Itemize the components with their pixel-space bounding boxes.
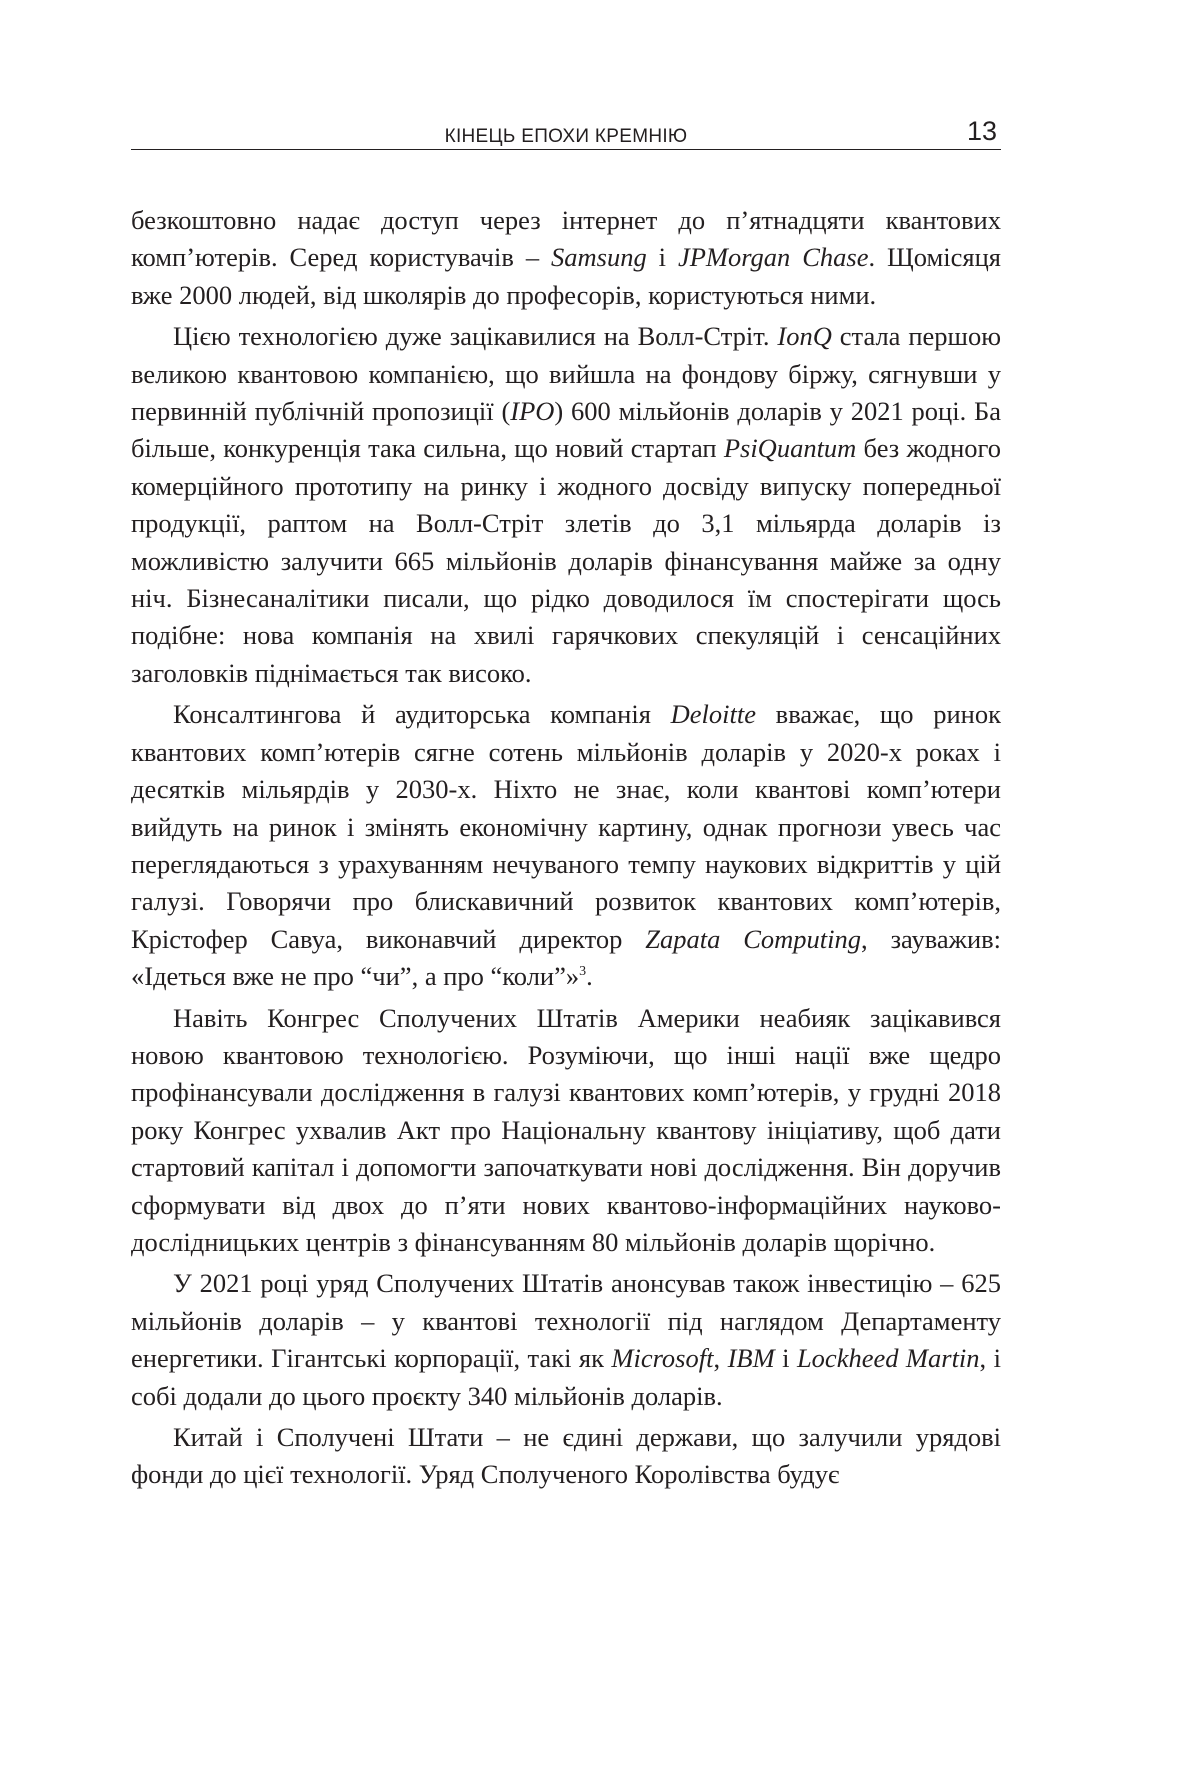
paragraph bbox=[131, 1419, 1001, 1494]
body-text bbox=[131, 202, 1001, 1494]
italic-term: Samsung bbox=[551, 242, 647, 273]
text-run: . Щомісяця вже 2000 людей, від школярів до професорів, користуються ними. bbox=[131, 242, 1001, 310]
text-run: безкоштовно надає доступ через інтернет до п’ятнадцяти квантових комп’ютерів. Серед користувачів – bbox=[131, 205, 1001, 273]
page-number: 13 bbox=[966, 116, 997, 146]
text-run: Навіть Конгрес Сполучених Штатів Америки неабияк зацікавився новою квантовою технологією. Розуміючи, що інші нації вже щедро профінансували дослідження в галузі квантових комп’ютерів, у грудні 2018 року Конгрес ухвалив Акт про Національну квантову ініціативу, щоб дати стартовий капітал і допомогти започаткувати нові дослідження. Він доручив сформувати від двох до п’яти нових квантово-інформаційних науково-дослідницьких центрів з фінансуванням 80 мільйонів доларів щорічно. bbox=[131, 1002, 1001, 1257]
text-run: , bbox=[713, 1343, 728, 1374]
paragraph bbox=[131, 696, 1001, 995]
text-run: стала першою великою квантовою компанією, що вийшла на фондову біржу, сягнувши у первинній публічній пропозиції ( bbox=[131, 321, 1002, 427]
italic-term: PsiQuantum bbox=[723, 433, 857, 464]
text-run: вважає, що ринок квантових комп’ютерів сягне сотень мільйонів доларів у 2020-х роках і десятків мільярдів у 2030-х. Ніхто не знає, коли квантові комп’ютери вийдуть на ринок і змінять економічну картину, однак прогнози увесь час переглядаються з урахуванням нечуваного темпу наукових відкриттів у цій галузі. Говорячи про блискавичний розвиток квантових комп’ютерів, Крістофер Савуа, виконавчий директор bbox=[131, 699, 1001, 954]
paragraph bbox=[131, 202, 1001, 314]
running-head bbox=[131, 112, 1001, 152]
italic-term: IonQ bbox=[777, 321, 832, 352]
italic-term: IPO bbox=[510, 396, 555, 427]
text-run: Китай і Сполучені Штати – не єдині держави, що залучили урядові фонди до цієї технології. Уряд Сполученого Королівства будує bbox=[131, 1422, 1001, 1490]
text-run: і bbox=[646, 242, 678, 273]
paragraph bbox=[131, 1000, 1001, 1262]
italic-term: Deloitte bbox=[670, 699, 756, 730]
text-run: , і собі додали до цього проєкту 340 мільйонів доларів. bbox=[131, 1343, 1001, 1411]
paragraph bbox=[131, 1265, 1001, 1415]
text-run: Цією технологією дуже зацікавилися на Волл-Стріт. bbox=[173, 321, 778, 352]
text-run: Консалтингова й аудиторська компанія bbox=[173, 699, 671, 730]
running-title: КІНЕЦЬ ЕПОХИ КРЕМНІЮ bbox=[444, 126, 688, 147]
text-run: . bbox=[586, 961, 593, 992]
text-run: ) 600 мільйонів доларів у 2021 році. Ба більше, конкуренція така сильна, що новий стартап bbox=[131, 396, 1001, 464]
text-run: без жодного комерційного прототипу на ринку і жодного досвіду випуску попередньої продукції, раптом на Волл-Стріт злетів до 3,1 мільярда доларів із можливістю залучити 665 мільйонів доларів фінансування майже за одну ніч. Бізнесаналітики писали, що рідко доводилося їм спостерігати щось подібне: нова компанія на хвилі гарячкових спекуляцій і сенсаційних заголовків піднімається так високо. bbox=[131, 433, 1001, 688]
italic-term: Lockheed Martin bbox=[796, 1343, 980, 1374]
text-run: У 2021 році уряд Сполучених Штатів анонсував також інвестицію – 625 мільйонів доларів – у квантові технології під наглядом Департаменту енергетики. Гігантські корпорації, такі як bbox=[131, 1268, 1001, 1374]
text-run: і bbox=[774, 1343, 797, 1374]
footnote-ref: 3 bbox=[579, 964, 587, 980]
header-rule bbox=[131, 149, 1001, 150]
italic-term: Microsoft bbox=[611, 1343, 714, 1374]
italic-term: Zapata Computing bbox=[645, 923, 862, 954]
paragraph bbox=[131, 318, 1001, 692]
italic-term: IBM bbox=[727, 1343, 775, 1374]
italic-term: JPMorgan Chase bbox=[677, 242, 869, 273]
text-run: , зауважив: «Ідеться вже не про “чи”, а про “коли”» bbox=[131, 923, 1002, 992]
